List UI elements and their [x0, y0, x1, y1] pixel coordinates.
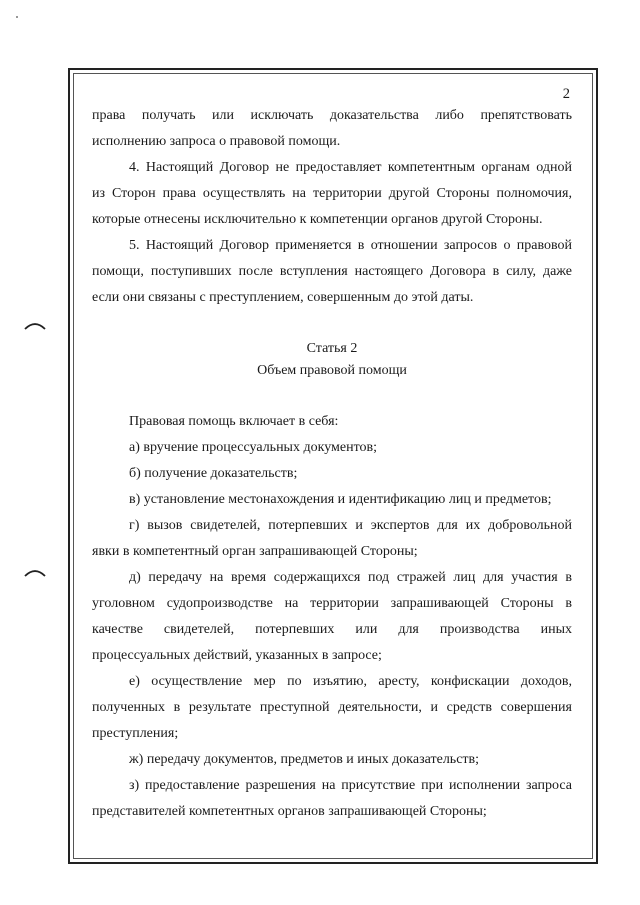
- paragraph: [92, 233, 572, 311]
- text-line: г) вызов свидетелей, потерпевших и экспертов для их добровольной: [129, 518, 572, 533]
- text-line: з) предоставление разрешения на присутствие при исполнении запроса: [129, 778, 572, 793]
- text-line: из Сторон права осуществлять на территории другой Стороны полномочия,: [92, 186, 572, 201]
- top-paragraphs: [92, 103, 572, 311]
- paragraph: [92, 747, 572, 773]
- article-title: Объем правовой помощи: [257, 363, 407, 378]
- text-line: в) установление местонахождения и идентификацию лиц и предметов;: [129, 492, 552, 507]
- document-body: [92, 103, 572, 825]
- text-line: ж) передачу документов, предметов и иных доказательств;: [129, 752, 480, 767]
- text-line: б) получение доказательств;: [129, 466, 298, 481]
- text-line: 5. Настоящий Договор применяется в отношении запросов о правовой: [129, 238, 572, 253]
- text-line: полученных в результате преступной деятельности, и средств совершения: [92, 700, 572, 715]
- text-line: качестве свидетелей, потерпевших или для производства иных: [92, 622, 572, 637]
- paragraph: [92, 435, 572, 461]
- scan-speck: [16, 16, 18, 18]
- article-number: Статья 2: [306, 341, 358, 356]
- text-line: 4. Настоящий Договор не предоставляет компетентным органам одной: [129, 160, 572, 175]
- text-line: е) осуществление мер по изъятию, аресту, конфискации доходов,: [129, 674, 572, 689]
- text-line: процессуальных действий, указанных в запросе;: [92, 648, 382, 663]
- text-line: права получать или исключать доказательства либо препятствовать: [92, 108, 572, 123]
- paragraph: [92, 669, 572, 747]
- paragraph: [92, 155, 572, 233]
- text-line: представителей компетентных органов запрашивающей Стороны;: [92, 804, 487, 819]
- paragraph: [92, 513, 572, 565]
- text-line: исполнению запроса о правовой помощи.: [92, 134, 341, 149]
- page-number: 2: [562, 86, 570, 102]
- text-line: явки в компетентный орган запрашивающей Стороны;: [92, 544, 418, 559]
- text-line: д) передачу на время содержащихся под стражей лиц для участия в: [129, 570, 572, 585]
- binding-hole-mark: [24, 567, 46, 577]
- text-line: Правовая помощь включает в себя:: [129, 414, 339, 429]
- text-line: если они связаны с преступлением, совершенным до этой даты.: [92, 290, 474, 305]
- text-line: а) вручение процессуальных документов;: [129, 440, 378, 455]
- text-line: преступления;: [92, 726, 179, 741]
- paragraph: [92, 773, 572, 825]
- text-line: уголовном судопроизводстве на территории запрашивающей Стороны в: [92, 596, 572, 611]
- paragraph: [92, 461, 572, 487]
- text-line: помощи, поступивших после вступления настоящего Договора в силу, даже: [92, 264, 572, 279]
- paragraph: [92, 487, 572, 513]
- paragraph: [92, 103, 572, 155]
- binding-hole-mark: [24, 320, 46, 330]
- text-line: которые отнесены исключительно к компетенции органов другой Стороны.: [92, 212, 543, 227]
- paragraph: [92, 565, 572, 669]
- paragraph: [92, 409, 572, 435]
- bottom-paragraphs: [92, 409, 572, 825]
